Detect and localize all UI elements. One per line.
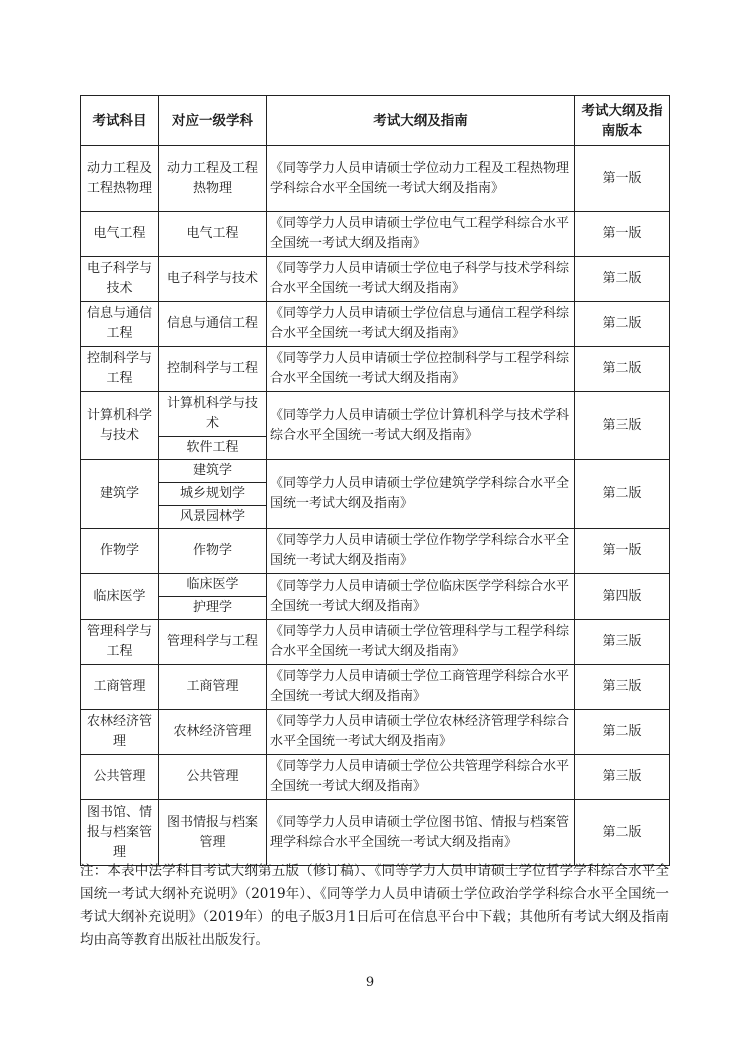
table-row — [81, 392, 670, 437]
cell-discipline: 农林经济管理 — [159, 710, 267, 755]
cell-subject: 信息与通信工程 — [81, 302, 159, 347]
cell-guide: 《同等学力人员申请硕士学位控制科学与工程学科综合水平全国统一考试大纲及指南》 — [267, 347, 575, 392]
table-row — [81, 460, 670, 483]
cell-edition: 第二版 — [575, 257, 670, 302]
cell-subject: 作物学 — [81, 529, 159, 574]
cell-edition: 第三版 — [575, 665, 670, 710]
cell-subject: 计算机科学与技术 — [81, 392, 159, 460]
cell-discipline: 作物学 — [159, 529, 267, 574]
cell-discipline: 软件工程 — [159, 437, 267, 460]
cell-subject: 动力工程及工程热物理 — [81, 146, 159, 212]
cell-guide: 《同等学力人员申请硕士学位信息与通信工程学科综合水平全国统一考试大纲及指南》 — [267, 302, 575, 347]
table-row — [81, 620, 670, 665]
table-row — [81, 212, 670, 257]
cell-discipline: 控制科学与工程 — [159, 347, 267, 392]
cell-guide: 《同等学力人员申请硕士学位建筑学学科综合水平全国统一考试大纲及指南》 — [267, 460, 575, 529]
cell-guide: 《同等学力人员申请硕士学位作物学学科综合水平全国统一考试大纲及指南》 — [267, 529, 575, 574]
cell-edition: 第二版 — [575, 347, 670, 392]
cell-subject: 管理科学与工程 — [81, 620, 159, 665]
table-body — [81, 146, 670, 866]
cell-edition: 第三版 — [575, 392, 670, 460]
table-row — [81, 302, 670, 347]
cell-guide: 《同等学力人员申请硕士学位电气工程学科综合水平全国统一考试大纲及指南》 — [267, 212, 575, 257]
cell-edition: 第一版 — [575, 212, 670, 257]
cell-discipline: 电气工程 — [159, 212, 267, 257]
cell-edition: 第四版 — [575, 574, 670, 620]
cell-discipline: 临床医学 — [159, 574, 267, 597]
table-row — [81, 800, 670, 866]
footnote: 注：本表中法学科目考试大纲第五版（修订稿）、《同等学力人员申请硕士学位哲学学科综合水平全国统一考试大纲补充说明》（2019年）、《同等学力人员申请硕士学位政治学学科综合水平全国统一考试大纲补充说明》（2019年）的电子版3月1日后可在信息平台中下载；其他所有考试大纲及指南均由高等教育出版社出版发行。 — [80, 863, 669, 948]
cell-subject: 工商管理 — [81, 665, 159, 710]
header-guide: 考试大纲及指南 — [267, 96, 575, 146]
cell-subject: 建筑学 — [81, 460, 159, 529]
cell-edition: 第一版 — [575, 146, 670, 212]
table-row — [81, 347, 670, 392]
cell-subject: 电子科学与技术 — [81, 257, 159, 302]
table-row — [81, 257, 670, 302]
cell-guide: 《同等学力人员申请硕士学位临床医学学科综合水平全国统一考试大纲及指南》 — [267, 574, 575, 620]
cell-subject: 公共管理 — [81, 755, 159, 800]
cell-discipline: 管理科学与工程 — [159, 620, 267, 665]
cell-discipline: 工商管理 — [159, 665, 267, 710]
cell-subject: 农林经济管理 — [81, 710, 159, 755]
cell-guide: 《同等学力人员申请硕士学位计算机科学与技术学科综合水平全国统一考试大纲及指南》 — [267, 392, 575, 460]
cell-subject: 电气工程 — [81, 212, 159, 257]
cell-discipline: 建筑学 — [159, 460, 267, 483]
cell-subject: 图书馆、情报与档案管理 — [81, 800, 159, 866]
cell-guide: 《同等学力人员申请硕士学位图书馆、情报与档案管理学科综合水平全国统一考试大纲及指南》 — [267, 800, 575, 866]
page-number: 9 — [365, 975, 375, 990]
table-row — [81, 710, 670, 755]
table-row — [81, 574, 670, 597]
cell-guide: 《同等学力人员申请硕士学位电子科学与技术学科综合水平全国统一考试大纲及指南》 — [267, 257, 575, 302]
subject-table — [80, 95, 670, 866]
cell-discipline: 动力工程及工程热物理 — [159, 146, 267, 212]
table-row — [81, 529, 670, 574]
cell-subject: 临床医学 — [81, 574, 159, 620]
header-discipline: 对应一级学科 — [159, 96, 267, 146]
cell-subject: 控制科学与工程 — [81, 347, 159, 392]
cell-guide: 《同等学力人员申请硕士学位公共管理学科综合水平全国统一考试大纲及指南》 — [267, 755, 575, 800]
cell-edition: 第二版 — [575, 460, 670, 529]
cell-discipline: 护理学 — [159, 597, 267, 620]
cell-discipline: 城乡规划学 — [159, 483, 267, 506]
cell-edition: 第二版 — [575, 302, 670, 347]
cell-guide: 《同等学力人员申请硕士学位管理科学与工程学科综合水平全国统一考试大纲及指南》 — [267, 620, 575, 665]
cell-edition: 第二版 — [575, 710, 670, 755]
table-row — [81, 755, 670, 800]
cell-discipline: 公共管理 — [159, 755, 267, 800]
cell-discipline: 电子科学与技术 — [159, 257, 267, 302]
table-row — [81, 146, 670, 212]
cell-discipline: 图书情报与档案管理 — [159, 800, 267, 866]
table-row — [81, 665, 670, 710]
cell-edition: 第三版 — [575, 755, 670, 800]
cell-guide: 《同等学力人员申请硕士学位农林经济管理学科综合水平全国统一考试大纲及指南》 — [267, 710, 575, 755]
header-row — [81, 96, 670, 146]
cell-edition: 第三版 — [575, 620, 670, 665]
header-edition: 考试大纲及指南版本 — [575, 96, 670, 146]
cell-discipline: 风景园林学 — [159, 506, 267, 529]
header-subject: 考试科目 — [81, 96, 159, 146]
cell-discipline: 信息与通信工程 — [159, 302, 267, 347]
cell-guide: 《同等学力人员申请硕士学位动力工程及工程热物理学科综合水平全国统一考试大纲及指南》 — [267, 146, 575, 212]
cell-discipline: 计算机科学与技术 — [159, 392, 267, 437]
cell-edition: 第二版 — [575, 800, 670, 866]
cell-edition: 第一版 — [575, 529, 670, 574]
cell-guide: 《同等学力人员申请硕士学位工商管理学科综合水平全国统一考试大纲及指南》 — [267, 665, 575, 710]
